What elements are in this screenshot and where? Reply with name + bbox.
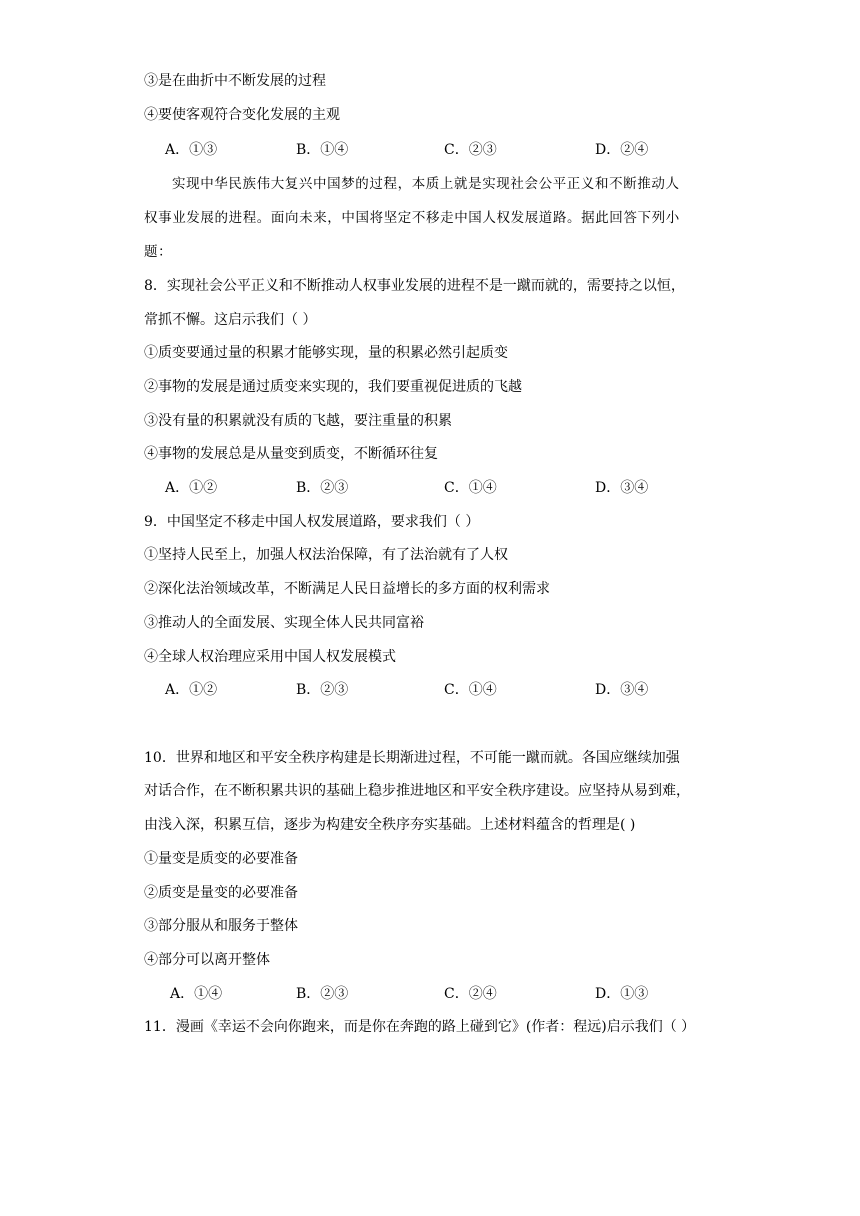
q9-item-1: ①坚持人民至上，加强人权法治保障，有了法治就有了人权 [144,547,508,563]
q9-option-d: D．③④ [595,682,649,698]
q9-item-2: ②深化法治领域改革，不断满足人民日益增长的多方面的权利需求 [144,581,550,597]
q9-option-a: A．①② [165,682,218,698]
q10-stem-line-2: 对话合作，在不断积累共识的基础上稳步推进地区和平安全秩序建设。应坚持从易到难， [144,783,690,799]
q8-option-c: C．①④ [444,480,497,496]
q10-options [0,984,860,1004]
passage-line-2: 权事业发展的进程。面向未来，中国将坚定不移走中国人权发展道路。据此回答下列小 [144,210,680,226]
q8-stem-line-1: 8．实现社会公平正义和不断推动人权事业发展的进程不是一蹴而就的，需要持之以恒， [144,278,685,294]
q9-option-c: C．①④ [444,682,497,698]
q7-item-4: ④要使客观符合变化发展的主观 [144,107,340,123]
q10-stem-line-1: 10．世界和地区和平安全秩序构建是长期渐进过程，不可能一蹴而就。各国应继续加强 [144,750,680,766]
q8-option-b: B．②③ [296,480,349,496]
q7-option-b: B．①④ [296,142,349,158]
q8-option-a: A．①② [165,480,218,496]
q7-item-3: ③是在曲折中不断发展的过程 [144,73,326,89]
q9-stem: 9．中国坚定不移走中国人权发展道路，要求我们（ ） [144,514,480,530]
q10-stem-line-3: 由浅入深，积累互信，逐步为构建安全秩序夯实基础。上述材料蕴含的哲理是( ) [144,817,636,833]
q8-stem-line-2: 常抓不懈。这启示我们（ ） [144,312,317,328]
q7-option-c: C．②③ [444,142,497,158]
q10-item-1: ①量变是质变的必要准备 [144,851,298,867]
q9-item-4: ④全球人权治理应采用中国人权发展模式 [144,649,396,665]
q10-item-3: ③部分服从和服务于整体 [144,918,298,934]
q8-item-1: ①质变要通过量的积累才能够实现，量的积累必然引起质变 [144,345,508,361]
q9-item-3: ③推动人的全面发展、实现全体人民共同富裕 [144,615,424,631]
passage-line-1: 实现中华民族伟大复兴中国梦的过程，本质上就是实现社会公平正义和不断推动人 [172,176,680,192]
q10-item-2: ②质变是量变的必要准备 [144,885,298,901]
q8-item-2: ②事物的发展是通过质变来实现的，我们要重视促进质的飞越 [144,379,522,395]
q11-stem: 11．漫画《幸运不会向你跑来，而是你在奔跑的路上碰到它》(作者：程远)启示我们（ ） [144,1019,696,1035]
q8-item-4: ④事物的发展总是从量变到质变，不断循环往复 [144,446,438,462]
q10-option-a: A．①④ [170,986,223,1002]
q10-option-d: D．①③ [595,986,649,1002]
q8-option-d: D．③④ [595,480,649,496]
q10-option-c: C．②④ [444,986,497,1002]
passage-line-3: 题： [144,244,173,260]
q7-options [0,140,860,160]
q10-item-4: ④部分可以离开整体 [144,952,270,968]
q10-option-b: B．②③ [296,986,349,1002]
q8-options [0,478,860,498]
q9-options [0,680,860,700]
q7-option-d: D．②④ [595,142,649,158]
q7-option-a: A．①③ [165,142,218,158]
q9-option-b: B．②③ [296,682,349,698]
q8-item-3: ③没有量的积累就没有质的飞越，要注重量的积累 [144,413,452,429]
